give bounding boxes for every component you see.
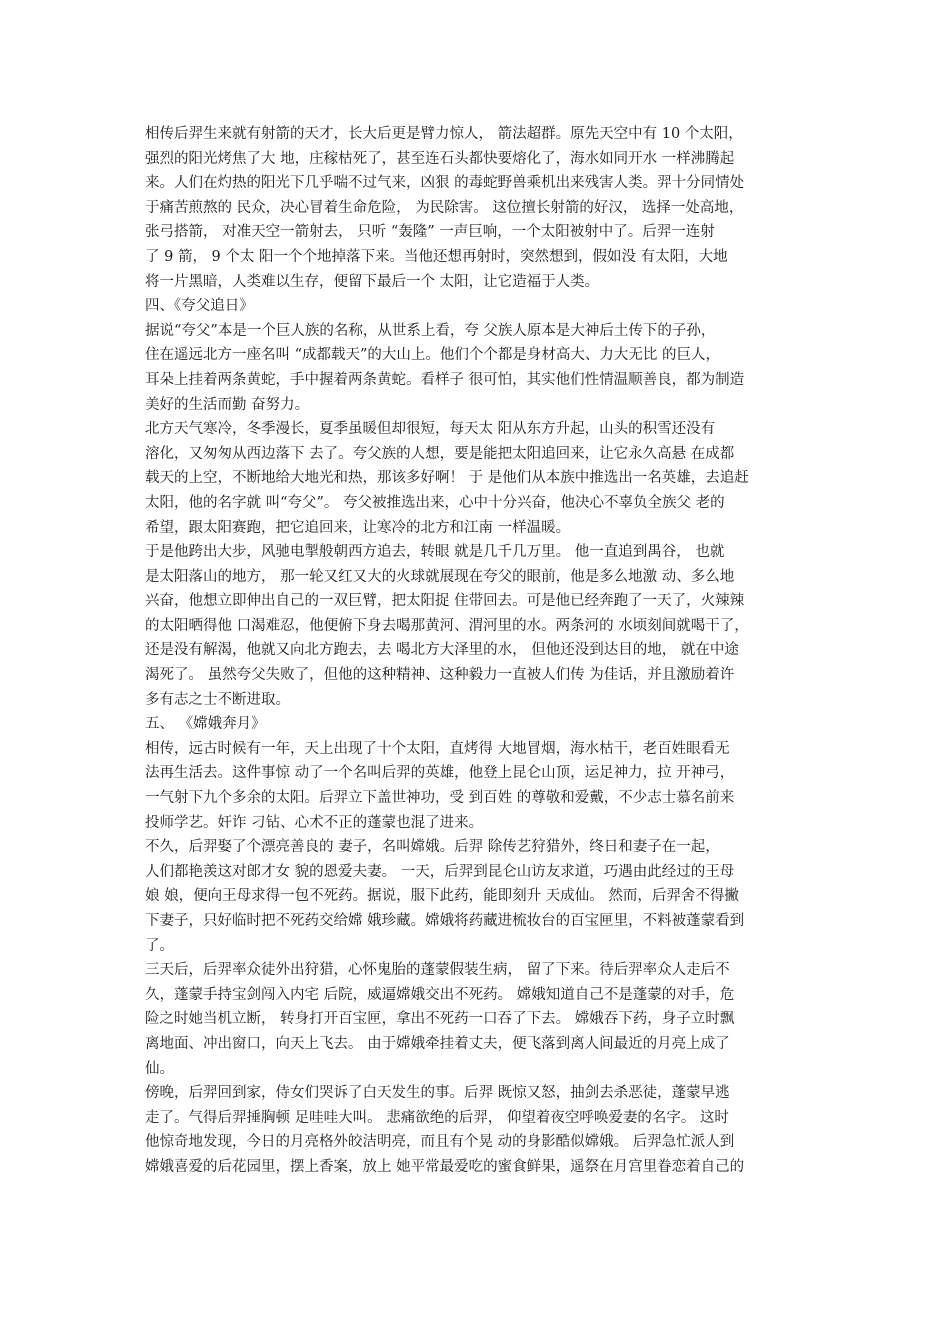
text-line: 相传后羿生来就有射箭的天才，长大后更是臂力惊人， 箭法超群。原先天空中有 10 个太阳， bbox=[145, 126, 743, 142]
text-line: 相传，远古时候有一年，天上出现了十个太阳，直烤得 大地冒烟，海水枯干，老百姓眼看无 bbox=[145, 740, 730, 757]
text-line: 将一片黑暗，人类难以生存，便留下最后一个 太阳，让它造福于人类。 bbox=[145, 273, 600, 290]
text-line: 渴死了。 虽然夸父失败了，但他的这种精神、这种毅力一直被人们传 为佳话，并且激励着许 bbox=[145, 667, 735, 684]
text-line: 据说“夸父”本是一个巨人族的名称，从世系上看，夸 父族人原本是大神后土传下的子孙， bbox=[145, 322, 716, 339]
text-line: 久，蓬蒙手持宝剑闯入内宅 后院，威逼嫦娥交出不死药。 嫦娥知道自己不是蓬蒙的对手，危 bbox=[145, 986, 735, 1003]
text-line: 了。 bbox=[145, 937, 174, 954]
paragraph bbox=[145, 540, 813, 712]
text-line: 北方天气寒冷，冬季漫长，夏季虽暖但却很短，每天太 阳从东方升起，山头的积雪还没有 bbox=[145, 421, 716, 438]
text-line: 兴奋，他想立即伸出自己的一双巨臂，把太阳捉 住带回去。可是他已经奔跑了一天了，火辣辣 bbox=[145, 593, 745, 610]
text-line: 了 9 箭， 9 个太 阳一个个地掉落下来。当他还想再射时，突然想到，假如没 有太阳，大地 bbox=[145, 248, 728, 265]
text-line: 离地面、冲出窗口，向天上飞去。 由于嫦娥牵挂着丈夫，便飞落到离人间最近的月亮上成了 bbox=[145, 1035, 730, 1052]
text-line: 住在遥远北方一座名叫 “成都载天”的大山上。他们个个都是身材高大、力大无比 的巨人， bbox=[145, 347, 721, 364]
text-line: 不久，后羿娶了个漂亮善良的 妻子，名叫嫦娥。后羿 除传艺狩猎外，终日和妻子在一起， bbox=[145, 839, 720, 856]
text-line: 耳朵上挂着两条黄蛇，手中握着两条黄蛇。看样子 很可怕，其实他们性情温顺善良，都为制造 bbox=[145, 371, 745, 388]
paragraph bbox=[145, 122, 813, 294]
paragraph bbox=[145, 835, 813, 958]
text-line: 他惊奇地发现，今日的月亮格外皎洁明亮，而且有个晃 动的身影酷似嫦娥。 后羿急忙派人到 bbox=[145, 1134, 735, 1151]
text-line: 是太阳落山的地方， 那一轮又红又大的火球就展现在夸父的眼前，他是多么地激 动、多么地 bbox=[145, 568, 735, 585]
text-line: 傍晚，后羿回到家，侍女们哭诉了白天发生的事。后羿 既惊又怒，抽剑去杀恶徒，蓬蒙早逃 bbox=[145, 1085, 730, 1102]
text-line: 希望，跟太阳赛跑，把它追回来，让寒冷的北方和江南 一样温暖。 bbox=[145, 519, 571, 536]
text-line: 溶化，又匆匆从西边落下 去了。夸父族的人想，要是能把太阳追回来，让它永久高悬 在成都 bbox=[145, 445, 735, 462]
paragraph bbox=[145, 1081, 813, 1179]
text-line: 嫦娥喜爱的后花园里，摆上香案，放上 她平常最爱吃的蜜食鲜果，遥祭在月宫里眷恋着自己的 bbox=[145, 1158, 745, 1175]
text-line: 娘 娘，便向王母求得一包不死药。据说，服下此药，能即刻升 天成仙。 然而，后羿舍不得撇 bbox=[145, 888, 739, 905]
text-line: 多有志之士不断进取。 bbox=[145, 691, 290, 708]
text-line: 走了。气得后羿捶胸顿 足哇哇大叫。 悲痛欲绝的后羿， 仰望着夜空呼唤爱妻的名字。 这时 bbox=[145, 1109, 729, 1126]
text-line: 还是没有解渴，他就又向北方跑去，去 喝北方大泽里的水， 但他还没到达目的地， 就在中途 bbox=[145, 642, 739, 659]
text-line: 人们都艳羡这对郎才女 貌的恩爱夫妻。 一天，后羿到昆仑山访友求道，巧遇由此经过的王母 bbox=[145, 863, 735, 880]
text-line: 下妻子，只好临时把不死药交给嫦 娥珍藏。嫦娥将药藏进梳妆台的百宝匣里，不料被蓬蒙看到 bbox=[145, 913, 745, 929]
text-line: 于痛苦煎熬的 民众，决心冒着生命危险， 为民除害。 这位擅长射箭的好汉， 选择一处高地， bbox=[145, 199, 744, 216]
text-line: 的太阳晒得他 口渴难忍，他便俯下身去喝那黄河、渭河里的水。两条河的 水顷刻间就喝干了， bbox=[145, 617, 749, 634]
paragraph bbox=[145, 737, 813, 835]
text-line: 险之时她当机立断， 转身打开百宝匣，拿出不死药一口吞了下去。 嫦娥吞下药，身子立时飘 bbox=[145, 1011, 735, 1028]
text-line: 投师学艺。奸诈 刁钻、心术不正的蓬蒙也混了进来。 bbox=[145, 814, 484, 831]
paragraph bbox=[145, 319, 813, 417]
text-line: 法再生活去。这件事惊 动了一个名叫后羿的英雄，他登上昆仑山顶，运足神力，拉 开神弓， bbox=[145, 765, 735, 782]
text-line: 仙。 bbox=[145, 1060, 174, 1077]
document-page bbox=[145, 122, 813, 1180]
paragraph bbox=[145, 417, 813, 540]
section-heading: 四、《夸父追日》 bbox=[145, 298, 254, 315]
text-line: 美好的生活而勤 奋努力。 bbox=[145, 396, 310, 413]
text-line: 强烈的阳光烤焦了大 地，庄稼枯死了，甚至连石头都快要熔化了，海水如同开水 一样沸腾起 bbox=[145, 150, 735, 167]
text-line: 太阳，他的名字就 叫“夸父”。 夸父被推选出来，心中十分兴奋，他决心不辜负全族父 老的 bbox=[145, 494, 725, 511]
section-heading: 五、 《嫦娥奔月》 bbox=[145, 716, 266, 733]
text-line: 载天的上空，不断地给大地光和热，那该多好啊！ 于 是他们从本族中推选出一名英雄，去追赶 bbox=[145, 470, 749, 487]
text-line: 来。人们在灼热的阳光下几乎喘不过气来，凶狠 的毒蛇野兽乘机出来残害人类。羿十分同情处 bbox=[145, 175, 745, 192]
text-line: 三天后，后羿率众徒外出狩猎，心怀鬼胎的蓬蒙假装生病， 留了下来。待后羿率众人走后不 bbox=[145, 962, 730, 979]
paragraph bbox=[145, 958, 813, 1081]
text-line: 一气射下九个多余的太阳。后羿立下盖世神功，受 到百姓 的尊敬和爱戴，不少志士慕名前来 bbox=[145, 790, 735, 807]
text-line: 张弓搭箭， 对准天空一箭射去， 只听 “轰隆” 一声巨响，一个太阳被射中了。后羿一连射 bbox=[145, 224, 715, 241]
text-line: 于是他跨出大步，风驰电掣般朝西方追去，转眼 就是几千几万里。 他一直追到禺谷， 也就 bbox=[145, 544, 725, 561]
